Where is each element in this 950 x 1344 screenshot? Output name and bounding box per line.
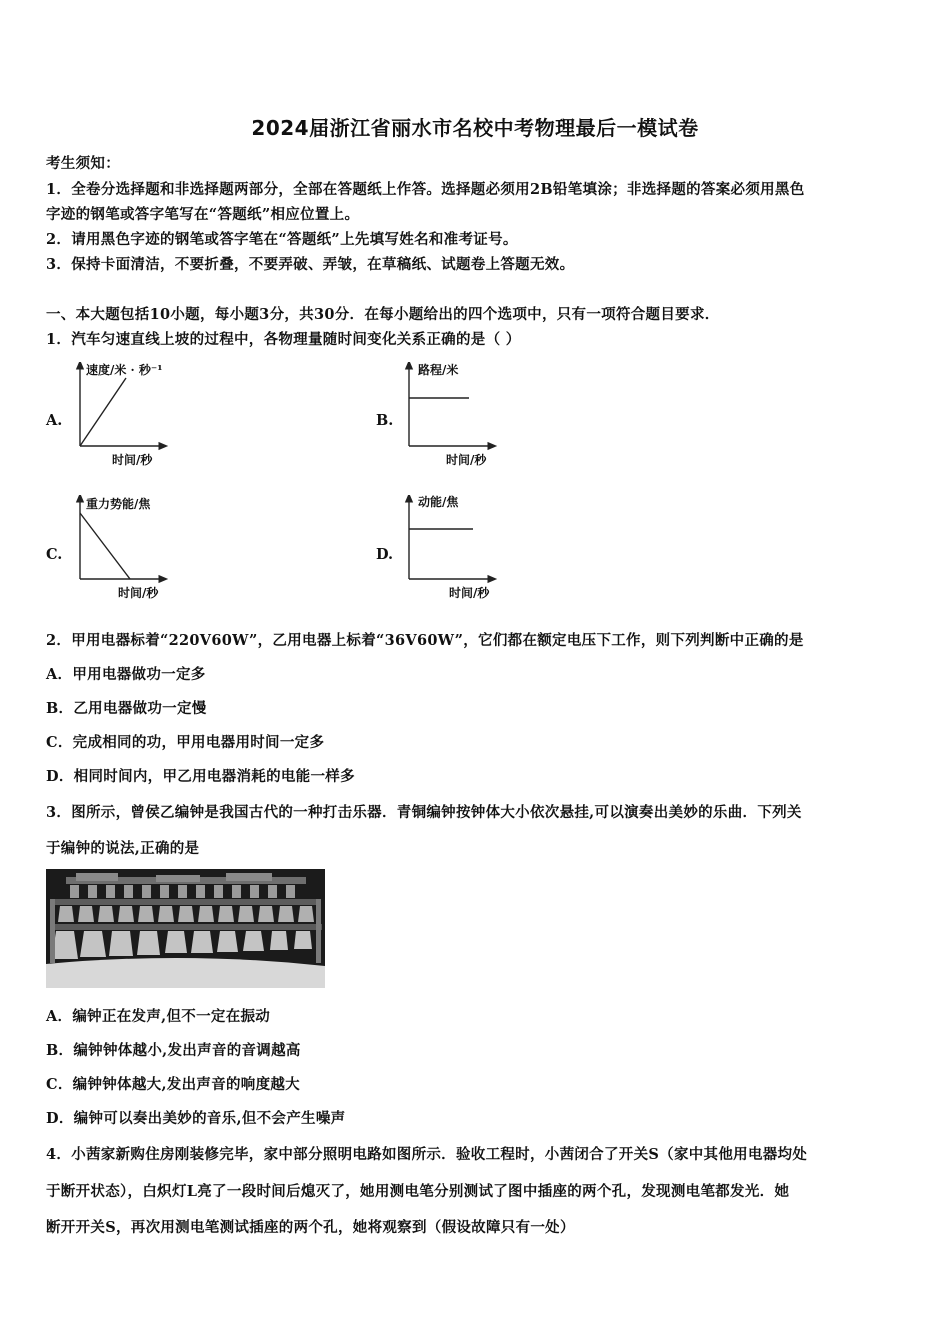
- graph-d: [403, 495, 513, 595]
- question-2-option: B．乙用电器做功一定慢: [46, 700, 207, 717]
- notice-item: 1．全卷分选择题和非选择题两部分，全部在答题纸上作答。选择题必须用2B铅笔填涂；非选择题的答案必须用黑色: [46, 181, 805, 198]
- question-2-stem: 2．甲用电器标着“220V60W”，乙用电器上标着“36V60W”，它们都在额定电压下工作，则下列判断中正确的是: [46, 632, 804, 649]
- question-3-option: B．编钟钟体越小,发出声音的音调越高: [46, 1042, 301, 1059]
- graph-c-ylabel: 重力势能/焦: [86, 497, 151, 511]
- graph-b-ylabel: 路程/米: [418, 363, 459, 377]
- question-2-option: A．甲用电器做功一定多: [46, 666, 206, 683]
- bianzhong-illustration: [46, 869, 325, 988]
- question-4-stem: 于断开状态），白炽灯L亮了一段时间后熄灭了，她用测电笔分别测试了图中插座的两个孔，发现测电笔都发光．她: [46, 1183, 790, 1200]
- graph-c-xlabel: 时间/秒: [118, 586, 159, 600]
- graph-a-xlabel: 时间/秒: [112, 453, 153, 467]
- graph-a-curve: [80, 378, 126, 446]
- bianzhong-photo: [46, 869, 325, 988]
- graph-b-xlabel: 时间/秒: [446, 453, 487, 467]
- section-heading: 一、本大题包括10小题，每小题3分，共30分．在每小题给出的四个选项中，只有一项符合题目要求．: [46, 306, 720, 323]
- question-3-option: A．编钟正在发声,但不一定在振动: [46, 1008, 271, 1025]
- page-title: 2024届浙江省丽水市名校中考物理最后一模试卷: [251, 116, 699, 140]
- question-4-stem: 断开开关S，再次用测电笔测试插座的两个孔，她将观察到（假设故障只有一处）: [46, 1219, 575, 1236]
- graph-d-xlabel: 时间/秒: [449, 586, 490, 600]
- notice-heading: 考生须知：: [46, 155, 120, 172]
- question-4-stem: 4．小茜家新购住房刚装修完毕，家中部分照明电路如图所示．验收工程时，小茜闭合了开关S（家中其他用电器均处: [46, 1146, 808, 1163]
- question-1-stem: 1．汽车匀速直线上坡的过程中，各物理量随时间变化关系正确的是（ ）: [46, 331, 521, 348]
- notice-item: 字迹的钢笔或答字笔写在“答题纸”相应位置上。: [46, 206, 360, 223]
- graph-a-label: A.: [46, 412, 63, 429]
- graph-d-label: D.: [376, 546, 394, 563]
- graph-b-label: B.: [376, 412, 394, 429]
- graph-c-label: C.: [46, 546, 63, 563]
- question-2-option: C．完成相同的功，甲用电器用时间一定多: [46, 734, 325, 751]
- question-3-option: D．编钟可以奏出美妙的音乐,但不会产生噪声: [46, 1110, 346, 1127]
- graph-d-ylabel: 动能/焦: [418, 495, 459, 509]
- question-2-option: D．相同时间内，甲乙用电器消耗的电能一样多: [46, 768, 355, 785]
- notice-item: 3．保持卡面清洁，不要折叠，不要弄破、弄皱，在草稿纸、试题卷上答题无效。: [46, 256, 575, 273]
- question-3-option: C．编钟钟体越大,发出声音的响度越大: [46, 1076, 300, 1093]
- notice-item: 2．请用黑色字迹的钢笔或答字笔在“答题纸”上先填写姓名和准考证号。: [46, 231, 518, 248]
- question-3-stem: 3．图所示，曾侯乙编钟是我国古代的一种打击乐器．青铜编钟按钟体大小依次悬挂,可以演奏出美妙的乐曲．下列关: [46, 804, 802, 821]
- graph-c-curve: [80, 513, 130, 579]
- question-3-stem: 于编钟的说法,正确的是: [46, 840, 200, 857]
- graph-a-ylabel: 速度/米 · 秒⁻¹: [86, 363, 163, 377]
- graph-d-svg: [403, 495, 513, 595]
